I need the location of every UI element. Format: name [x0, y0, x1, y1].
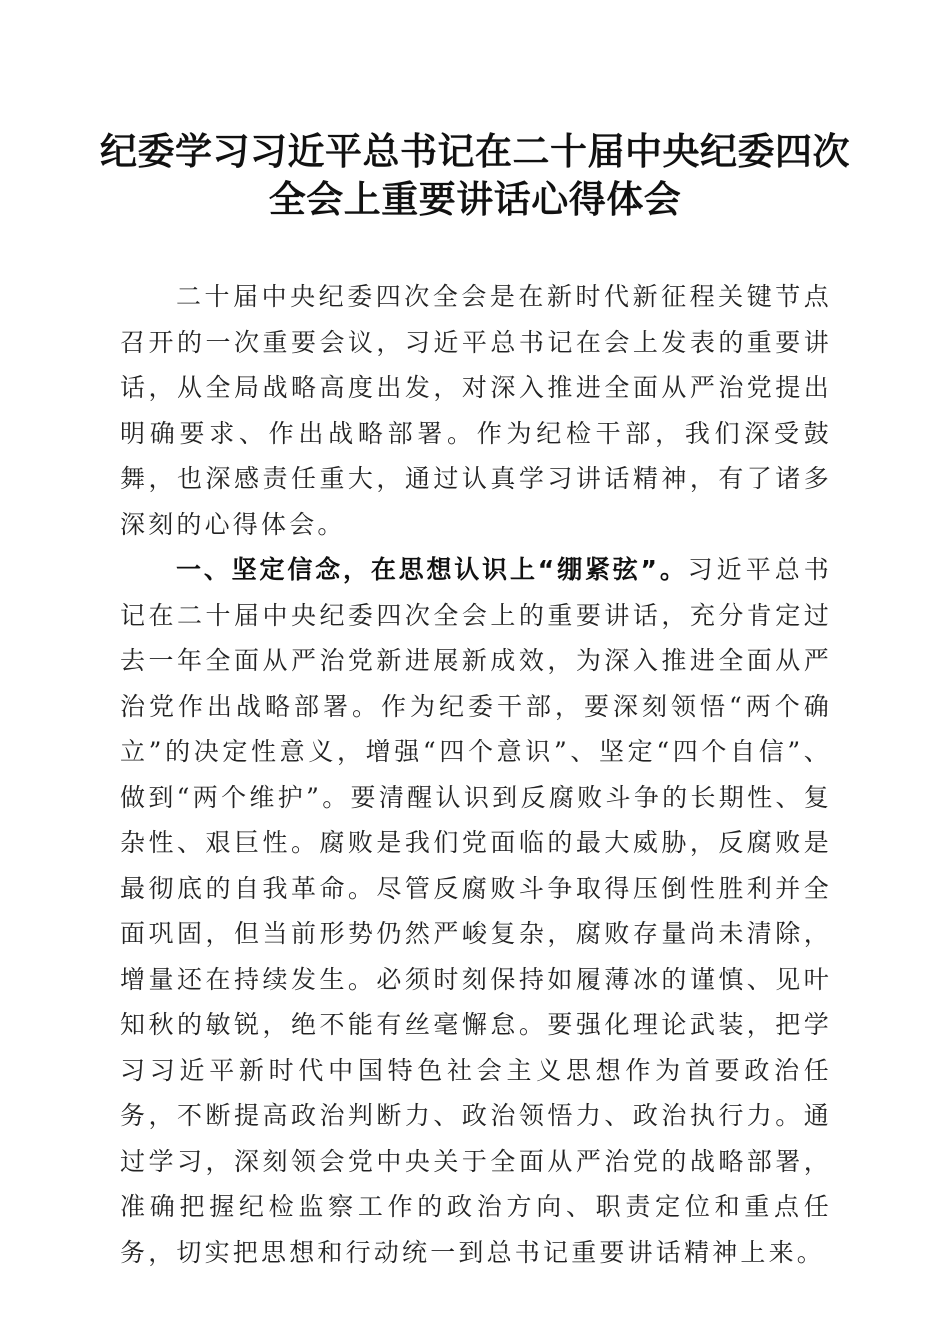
paragraph-intro	[120, 274, 832, 547]
document-body	[120, 274, 832, 1275]
document-title	[100, 128, 850, 224]
title-line-1: 纪委学习习近平总书记在二十届中央纪委四次	[100, 130, 850, 173]
paragraph-intro-text: 二十届中央纪委四次全会是在新时代新征程关键节点召开的一次重要会议，习近平总书记在会上发表的重要讲话，从全局战略高度出发，对深入推进全面从严治党提出明确要求、作出战略部署。作为纪检干部，我们深受鼓舞，也深感责任重大，通过认真学习讲话精神，有了诸多深刻的心得体会。	[120, 282, 832, 539]
section-1-heading: 一、坚定信念，在思想认识上“绷紧弦”。	[176, 555, 688, 584]
title-line-2: 全会上重要讲话心得体会	[268, 178, 682, 221]
paragraph-section-1	[120, 547, 832, 1275]
section-1-text: 习近平总书记在二十届中央纪委四次全会上的重要讲话，充分肯定过去一年全面从严治党新进展新成效，为深入推进全面从严治党作出战略部署。作为纪委干部，要深刻领悟“两个确立”的决定性意义，增强“四个意识”、坚定“四个自信”、做到“两个维护”。要清醒认识到反腐败斗争的长期性、复杂性、艰巨性。腐败是我们党面临的最大威胁，反腐败是最彻底的自我革命。尽管反腐败斗争取得压倒性胜利并全面巩固，但当前形势仍然严峻复杂，腐败存量尚未清除，增量还在持续发生。必须时刻保持如履薄冰的谨慎、见叶知秋的敏锐，绝不能有丝毫懈怠。要强化理论武装，把学习习近平新时代中国特色社会主义思想作为首要政治任务，不断提高政治判断力、政治领悟力、政治执行力。通过学习，深刻领会党中央关于全面从严治党的战略部署，准确把握纪检监察工作的政治方向、职责定位和重点任务，切实把思想和行动统一到总书记重要讲话精神上来。	[120, 555, 832, 1267]
